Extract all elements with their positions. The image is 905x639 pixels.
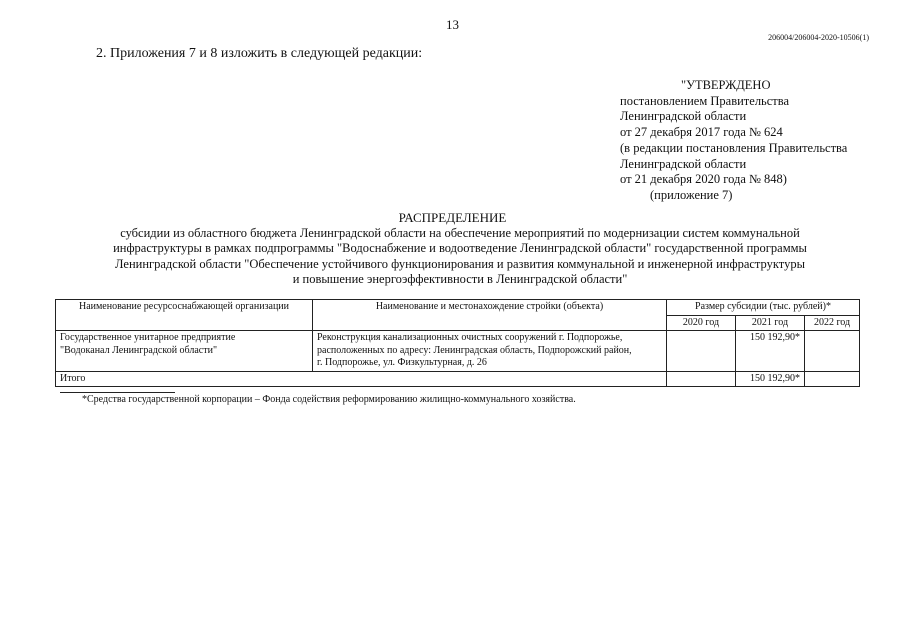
column-header-subsidy: Размер субсидии (тыс. рублей)* <box>667 300 860 316</box>
column-header-year: 2021 год <box>736 315 805 331</box>
value-cell-2020 <box>667 331 736 372</box>
column-header-year: 2022 год <box>805 315 860 331</box>
project-line: Реконструкция канализационных очистных сооружений г. Подпорожье, <box>317 332 623 343</box>
approval-line: Ленинградской области <box>620 109 747 124</box>
value-cell-2021: 150 192,90* <box>736 331 805 372</box>
column-header-year: 2020 год <box>667 315 736 331</box>
page-number: 13 <box>446 17 459 32</box>
total-cell-2020 <box>667 371 736 387</box>
subtitle-line: Ленинградской области "Обеспечение устойчивого функционирования и развития коммунальной и инженерной инфраструктуры <box>115 256 805 271</box>
total-cell-2022 <box>805 371 860 387</box>
approval-block <box>620 78 847 204</box>
value-cell-2022 <box>805 331 860 372</box>
column-header-project: Наименование и местонахождение стройки (объекта) <box>313 300 667 331</box>
document-code: 206004/206004-2020-10506(1) <box>768 33 869 42</box>
column-header-organization: Наименование ресурсоснабжающей организации <box>56 300 313 331</box>
document-subtitle <box>80 226 840 287</box>
table-row <box>56 331 860 372</box>
footnote-divider <box>60 392 175 393</box>
approval-line: Ленинградской области <box>620 156 747 171</box>
approval-title: "УТВЕРЖДЕНО <box>681 78 771 92</box>
table-total-row <box>56 371 860 387</box>
subtitle-line: субсидии из областного бюджета Ленинградской области на обеспечение мероприятий по модернизации систем коммунальной <box>120 226 800 240</box>
appendix-reference: (приложение 7) <box>650 187 733 202</box>
project-line: г. Подпорожье, ул. Физкультурная, д. 26 <box>317 357 487 368</box>
document-heading: РАСПРЕДЕЛЕНИЕ <box>398 210 507 225</box>
approval-line: (в редакции постановления Правительства <box>620 140 848 155</box>
project-line: расположенных по адресу: Ленинградская область, Подпорожский район, <box>317 344 632 356</box>
approval-line: постановлением Правительства <box>620 93 790 108</box>
approval-line: от 27 декабря 2017 года № 624 <box>620 125 783 140</box>
approval-line: от 21 декабря 2020 года № 848) <box>620 172 787 187</box>
subtitle-line: и повышение энергоэффективности в Ленинградской области" <box>292 271 628 286</box>
organization-line: Государственное унитарное предприятие <box>60 332 236 343</box>
subsidy-table <box>55 299 860 387</box>
project-cell <box>313 331 667 372</box>
organization-line: "Водоканал Ленинградской области" <box>60 344 218 356</box>
table-header-row <box>56 300 860 316</box>
total-label: Итого <box>56 371 667 387</box>
footnote: *Средства государственной корпорации – Фонда содействия реформированию жилищно-коммунального хозяйства. <box>82 394 576 405</box>
organization-cell <box>56 331 313 372</box>
total-cell-2021: 150 192,90* <box>736 371 805 387</box>
subtitle-line: инфраструктуры в рамках подпрограммы "Водоснабжение и водоотведение Ленинградской области" государственной программы <box>113 241 807 256</box>
intro-paragraph: 2. Приложения 7 и 8 изложить в следующей редакции: <box>96 46 423 61</box>
